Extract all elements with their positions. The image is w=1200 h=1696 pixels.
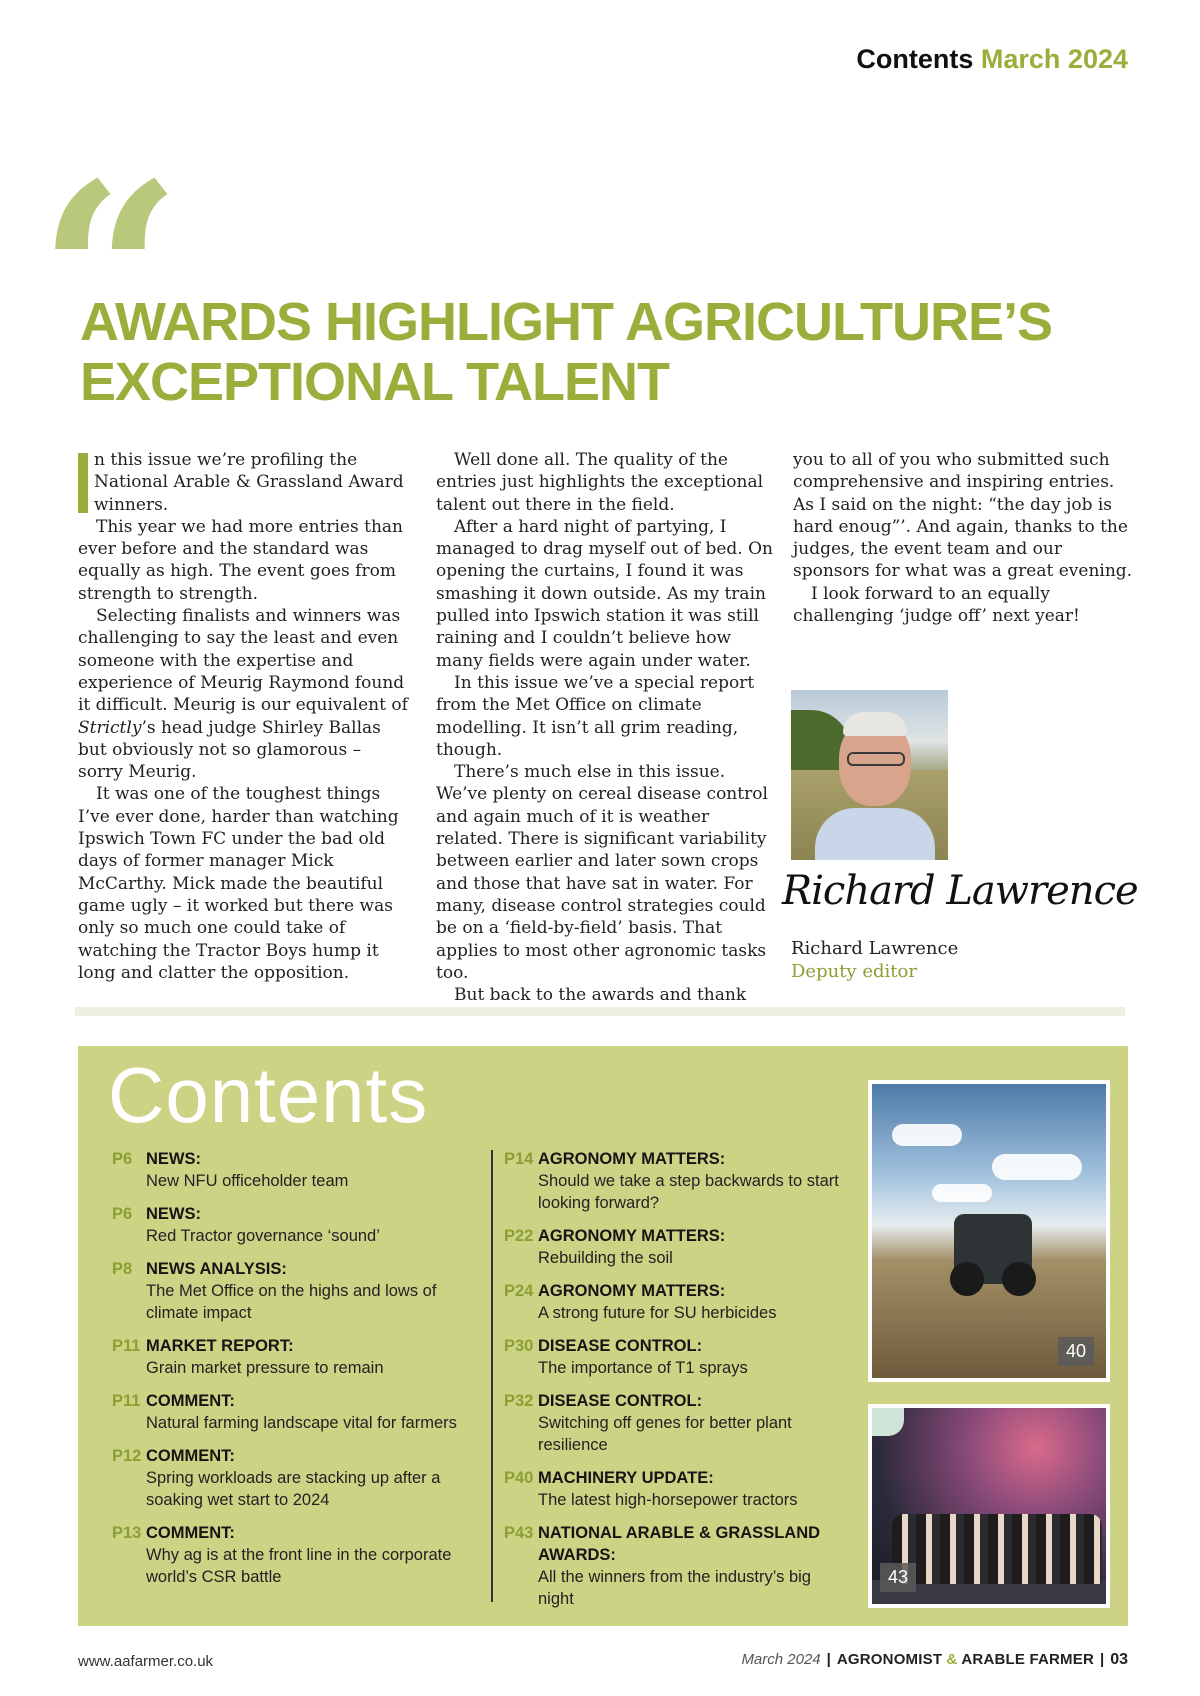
toc-column-right bbox=[504, 1148, 844, 1621]
article-paragraph: you to all of you who submitted such comprehensive and inspiring entries. As I said on the night: “the day job is hard enoug”’. And again, thanks to the judges, the event team and our sponsors for what was a great evening. bbox=[793, 450, 1133, 582]
toc-desc: A strong future for SU herbicides bbox=[538, 1304, 777, 1322]
article-paragraph: I look forward to an equally challenging ‘judge off’ next year! bbox=[793, 583, 1080, 627]
article-column-3 bbox=[793, 449, 1133, 627]
toc-category: COMMENT: bbox=[146, 1447, 235, 1465]
contents-title: Contents bbox=[108, 1051, 429, 1139]
toc-page: P11 bbox=[112, 1392, 141, 1410]
quote-mark-icon: “ bbox=[38, 128, 170, 422]
article-paragraph: This year we had more entries than ever before and the standard was equally as high. The event goes from strength to strength. bbox=[78, 516, 403, 604]
toc-item[interactable] bbox=[504, 1225, 844, 1269]
toc-category: NEWS ANALYSIS: bbox=[146, 1260, 287, 1278]
toc-page: P30 bbox=[504, 1337, 534, 1355]
toc-category: AGRONOMY MATTERS: bbox=[538, 1227, 726, 1245]
toc-category: MARKET REPORT: bbox=[146, 1337, 294, 1355]
toc-desc: Natural farming landscape vital for farmers bbox=[146, 1414, 457, 1432]
article-column-2 bbox=[436, 449, 776, 1006]
section-divider bbox=[75, 1007, 1125, 1016]
thumbnail-page-badge: 43 bbox=[880, 1563, 916, 1592]
toc-desc: Grain market pressure to remain bbox=[146, 1359, 384, 1377]
article-paragraph: In this issue we’ve a special report from the Met Office on climate modelling. It isn’t all grim reading, though. bbox=[436, 672, 755, 760]
toc-item[interactable] bbox=[112, 1445, 482, 1511]
toc-category: COMMENT: bbox=[146, 1392, 235, 1410]
toc-page: P40 bbox=[504, 1469, 534, 1487]
toc-desc: The latest high-horsepower tractors bbox=[538, 1491, 798, 1509]
tractor-photo-thumbnail[interactable] bbox=[868, 1080, 1110, 1382]
toc-desc: New NFU officeholder team bbox=[146, 1172, 349, 1190]
toc-page: P22 bbox=[504, 1227, 534, 1245]
header-section: Contents bbox=[856, 44, 974, 74]
toc-desc: The Met Office on the highs and lows of climate impact bbox=[146, 1282, 437, 1322]
page-header bbox=[856, 44, 1128, 75]
article-paragraph: There’s much else in this issue. We’ve plenty on cereal disease control and again much of it is weather related. There is significant variability between earlier and later sown crops and those that have sat in water. For many, disease control strategies could be on a ‘field-by-field’ basis. That applies to most other agronomic tasks too. bbox=[436, 762, 768, 983]
article-paragraph: But back to the awards and thank bbox=[454, 985, 747, 1006]
article-paragraph: After a hard night of partying, I managed to drag myself out of bed. On opening the curtains, I found it was smashing it down outside. As my train pulled into Ipswich station it was still raining and I couldn’t believe how many fields were again under water. bbox=[436, 516, 773, 671]
toc-desc: The importance of T1 sprays bbox=[538, 1359, 748, 1377]
toc-desc: Spring workloads are stacking up after a soaking wet start to 2024 bbox=[146, 1469, 441, 1509]
toc-page: P13 bbox=[112, 1524, 142, 1542]
toc-category: AGRONOMY MATTERS: bbox=[538, 1150, 726, 1168]
article-paragraph: n this issue we’re profiling the National Arable & Grassland Award winners. bbox=[78, 449, 410, 516]
toc-category: MACHINERY UPDATE: bbox=[538, 1469, 714, 1487]
article-paragraph: Well done all. The quality of the entries just highlights the exceptional talent out there in the field. bbox=[436, 450, 764, 515]
header-date: March 2024 bbox=[980, 44, 1128, 74]
footer-publication: March 2024 | AGRONOMIST & ARABLE FARMER | 03 bbox=[741, 1651, 1128, 1668]
toc-category: NEWS: bbox=[146, 1205, 201, 1223]
toc-page: P32 bbox=[504, 1392, 534, 1410]
toc-category: DISEASE CONTROL: bbox=[538, 1392, 703, 1410]
author-photo bbox=[791, 690, 948, 860]
footer-pub-name: AGRONOMIST bbox=[836, 1651, 943, 1668]
toc-item[interactable] bbox=[504, 1467, 844, 1511]
toc-item[interactable] bbox=[504, 1522, 844, 1610]
toc-desc: All the winners from the industry’s big night bbox=[538, 1568, 811, 1608]
toc-page: P11 bbox=[112, 1337, 141, 1355]
toc-category: NATIONAL ARABLE & GRASSLAND AWARDS: bbox=[538, 1524, 821, 1564]
thumbnail-page-badge: 40 bbox=[1058, 1337, 1094, 1366]
toc-category: AGRONOMY MATTERS: bbox=[538, 1282, 726, 1300]
author-role: Deputy editor bbox=[791, 961, 917, 982]
toc-desc: Why ag is at the front line in the corporate world’s CSR battle bbox=[146, 1546, 452, 1586]
toc-desc: Switching off genes for better plant resilience bbox=[538, 1414, 792, 1454]
article-headline: AWARDS HIGHLIGHT AGRICULTURE’S EXCEPTIONAL TALENT bbox=[80, 292, 1052, 412]
toc-category: NEWS: bbox=[146, 1150, 201, 1168]
toc-page: P43 bbox=[504, 1524, 534, 1542]
toc-page: P8 bbox=[112, 1260, 133, 1278]
footer-url[interactable]: www.aafarmer.co.uk bbox=[78, 1653, 214, 1670]
toc-desc: Red Tractor governance ‘sound’ bbox=[146, 1227, 380, 1245]
toc-page: P14 bbox=[504, 1150, 534, 1168]
article-paragraph: Selecting finalists and winners was challenging to say the least and even someone with the expertise and experience of Meurig Raymond found it difficult. Meurig is our equivalent of Strictly’s head judge Shirley Ballas but obviously not so glamorous – sorry Meurig. bbox=[78, 606, 408, 783]
toc-desc: Should we take a step backwards to start looking forward? bbox=[538, 1172, 839, 1212]
toc-item[interactable] bbox=[112, 1203, 482, 1247]
toc-category: DISEASE CONTROL: bbox=[538, 1337, 703, 1355]
toc-page: P6 bbox=[112, 1150, 133, 1168]
article-column-1 bbox=[78, 449, 410, 984]
footer-page-number: 03 bbox=[1110, 1651, 1128, 1668]
toc-item[interactable] bbox=[112, 1390, 482, 1434]
toc-item[interactable] bbox=[112, 1258, 482, 1324]
toc-page: P12 bbox=[112, 1447, 142, 1465]
toc-category: COMMENT: bbox=[146, 1524, 235, 1542]
toc-column-left bbox=[112, 1148, 482, 1599]
toc-item[interactable] bbox=[504, 1390, 844, 1456]
toc-desc: Rebuilding the soil bbox=[538, 1249, 673, 1267]
toc-item[interactable] bbox=[504, 1335, 844, 1379]
toc-page: P24 bbox=[504, 1282, 534, 1300]
author-signature: Richard Lawrence bbox=[782, 868, 1138, 914]
awards-photo-thumbnail[interactable] bbox=[868, 1404, 1110, 1608]
toc-item[interactable] bbox=[112, 1148, 482, 1192]
toc-item[interactable] bbox=[504, 1148, 844, 1214]
author-name: Richard Lawrence bbox=[791, 938, 959, 959]
toc-item[interactable] bbox=[504, 1280, 844, 1324]
toc-item[interactable] bbox=[112, 1522, 482, 1588]
dropcap bbox=[78, 453, 88, 513]
toc-separator bbox=[491, 1150, 493, 1602]
footer-date: March 2024 bbox=[741, 1651, 821, 1668]
toc-item[interactable] bbox=[112, 1335, 482, 1379]
article-paragraph: It was one of the toughest things I’ve ever done, harder than watching Ipswich Town FC under the bad old days of former manager Mick McCarthy. Mick made the beautiful game ugly – it worked but there was only so much one could take of watching the Tractor Boys hump it long and clatter the opposition. bbox=[78, 784, 399, 983]
toc-page: P6 bbox=[112, 1205, 133, 1223]
